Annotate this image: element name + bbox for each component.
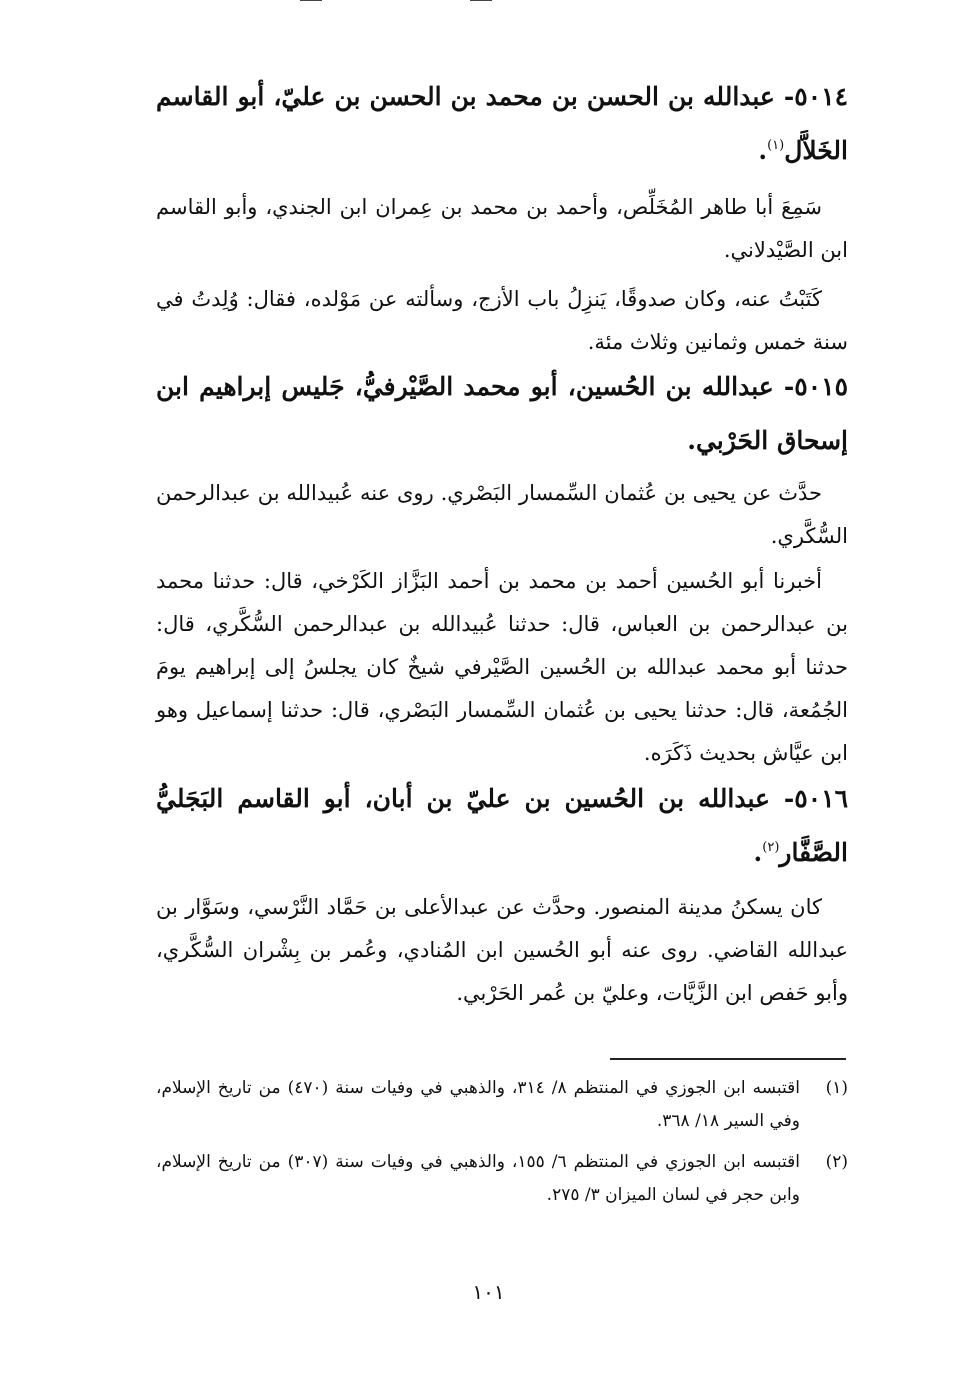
entry-heading-text: ٥٠١٥- عبدالله بن الحُسين، أبو محمد الصَّيْرفيُّ، جَليس إبراهيم ابن إسحاق الحَرْبي. xyxy=(156,372,848,455)
footnote-ref: (٢) xyxy=(762,840,780,855)
paragraph-text: كَتَبْتُ عنه، وكان صدوقًا، يَنزِلُ باب الأزج، وسألته عن مَوْلده، فقال: وُلِدتُ في سنة خمس وثمانين وثلاث مئة. xyxy=(156,287,848,354)
entry-paragraph xyxy=(156,472,848,558)
footnote-text: اقتبسه ابن الجوزي في المنتظم ٦/ ١٥٥، والذهبي في وفيات سنة (٣٠٧) من تاريخ الإسلام، وابن حجر في لسان الميزان ٣/ ٢٧٥. xyxy=(156,1152,800,1205)
page-number: ١٠١ xyxy=(472,1280,505,1304)
footnote-1 xyxy=(156,1072,848,1138)
entry-paragraph xyxy=(156,186,848,272)
footnote-2 xyxy=(156,1146,848,1212)
entry-heading-5015 xyxy=(156,360,848,468)
entry-paragraph xyxy=(156,886,848,1015)
footnote-ref: (١) xyxy=(767,138,785,153)
entry-heading-text: ٥٠١٤- عبدالله بن الحسن بن محمد بن الحسن بن عليّ، أبو القاسم الخَلاَّل xyxy=(156,82,848,165)
heading-end: . xyxy=(758,136,768,165)
entry-paragraph xyxy=(156,278,848,364)
footnote-divider xyxy=(610,1058,846,1060)
paragraph-text: أخبرنا أبو الحُسين أحمد بن محمد بن أحمد البَزَّاز الكَرْخي، قال: حدثنا محمد بن عبدالرحمن بن العباس، قال: حدثنا عُبيدالله بن عبدالرحمن السُّكَّري، قال: حدثنا أبو محمد عبدالله بن الحُسين الصَّيْرفي شيخٌ كان يجلسُ إلى إبراهيم يومَ الجُمُعة، قال: حدثنا يحيى بن عُثمان السِّمسار البَصْري، قال: حدثنا إسماعيل وهو ابن عيَّاش بحديث ذَكَرَه. xyxy=(156,569,848,765)
entry-paragraph xyxy=(156,560,848,775)
entry-heading-5014 xyxy=(156,70,848,178)
entry-heading-5016 xyxy=(156,772,848,880)
paragraph-text: حدَّث عن يحيى بن عُثمان السِّمسار البَصْري. روى عنه عُبيدالله بن عبدالرحمن السُّكَّري. xyxy=(156,481,848,548)
footnote-text: اقتبسه ابن الجوزي في المنتظم ٨/ ٣١٤، والذهبي في وفيات سنة (٤٧٠) من تاريخ الإسلام، وفي السير ١٨/ ٣٦٨. xyxy=(156,1078,800,1131)
paragraph-text: كان يسكنُ مدينة المنصور. وحدَّث عن عبدالأعلى بن حَمَّاد النَّرْسي، وسَوَّار بن عبدالله القاضي. روى عنه أبو الحُسين ابن المُنادي، وعُمر بن بِشْران السُّكَّري، وأبو حَفص ابن الزَّيَّات، وعليّ بن عُمر الحَرْبي. xyxy=(156,895,848,1005)
heading-end: . xyxy=(753,838,763,867)
paragraph-text: سَمِعَ أبا طاهر المُخَلِّص، وأحمد بن محمد بن عِمران ابن الجندي، وأبو القاسم ابن الصَّيْدلاني. xyxy=(156,195,848,262)
entry-heading-text: ٥٠١٦- عبدالله بن الحُسين بن عليّ بن أبان، أبو القاسم البَجَليُّ الصَّفَّار xyxy=(156,784,848,867)
footnote-number: (١) xyxy=(825,1078,848,1098)
footnote-number: (٢) xyxy=(825,1152,848,1172)
